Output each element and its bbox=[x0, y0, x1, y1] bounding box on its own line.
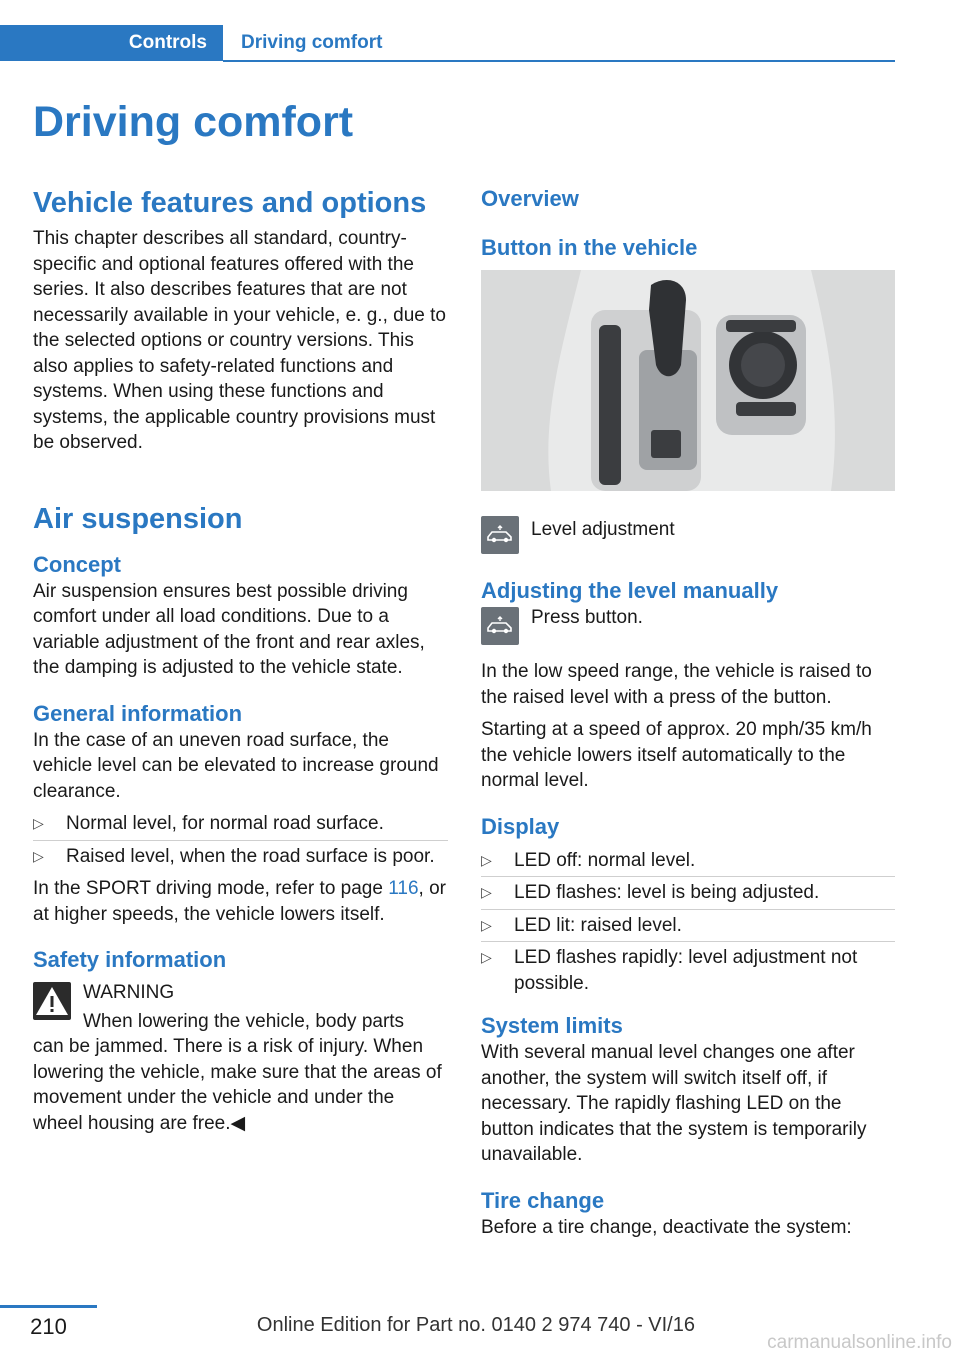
warning-text-lead: When lowering the vehicle, body parts bbox=[83, 1010, 405, 1032]
sport-mode-text: In the SPORT driving mode, refer to page 116, or at higher speeds, the vehicle lowers itself. bbox=[33, 878, 446, 925]
list-item: ▷ LED flashes: level is being adjusted. bbox=[481, 877, 895, 910]
tire-change-heading: Tire change bbox=[481, 1187, 605, 1213]
manual-level-heading: Adjusting the level manually bbox=[481, 578, 779, 603]
center-console-photo bbox=[481, 270, 895, 491]
triangle-bullet-icon: ▷ bbox=[33, 847, 44, 864]
warning-block bbox=[33, 980, 448, 1034]
page-number: 210 bbox=[30, 1314, 67, 1339]
low-speed-text: In the low speed range, the vehicle is raised to the raised level with a press of the button. bbox=[481, 661, 872, 708]
list-item: ▷ Raised level, when the road surface is poor. bbox=[33, 841, 448, 873]
tire-change-text: Before a tire change, deactivate the system: bbox=[481, 1216, 852, 1238]
watermark: carmanualsonline.info bbox=[767, 1332, 952, 1353]
page-link[interactable]: 116 bbox=[388, 878, 419, 899]
concept-heading: Concept bbox=[33, 551, 121, 577]
starting-speed-text: Starting at a speed of approx. 20 mph/35 km/h the vehicle lowers itself automatically to the normal level. bbox=[481, 719, 872, 791]
general-info-list bbox=[33, 808, 448, 872]
safety-info-heading: Safety information bbox=[33, 947, 227, 972]
display-heading: Display bbox=[481, 813, 560, 839]
level-adjustment-label: Level adjustment bbox=[531, 519, 675, 540]
header-section-tab: Controls bbox=[0, 25, 223, 61]
level-adjustment-row bbox=[481, 514, 895, 554]
list-item: ▷ LED off: normal level. bbox=[481, 845, 895, 878]
warning-triangle-icon bbox=[33, 982, 71, 1020]
warning-text-rest: can be jammed. There is a risk of injury. When lowering the vehicle, make sure that the areas of movement under the vehicle and under the wheel housing are free.◀ bbox=[33, 1036, 442, 1134]
car-level-icon bbox=[481, 607, 519, 645]
list-item: ▷ LED flashes rapidly: level adjustment not possible. bbox=[481, 947, 858, 994]
press-button-row bbox=[481, 605, 895, 645]
list-item: ▷ Normal level, for normal road surface. bbox=[33, 808, 448, 841]
system-limits-text: With several manual level changes one after another, the system will switch itself off, if necessary. The rapidly flashing LED on the button indicates that the system is temporarily unavailable. bbox=[481, 1042, 867, 1165]
triangle-bullet-icon: ▷ bbox=[481, 884, 492, 900]
edition-text: Online Edition for Part no. 0140 2 974 740 - VI/16 bbox=[256, 1314, 695, 1336]
warning-label: WARNING bbox=[83, 982, 175, 1003]
vehicle-features-heading: Vehicle features and options bbox=[33, 187, 427, 219]
button-in-vehicle-heading: Button in the vehicle bbox=[481, 235, 698, 260]
header-rule bbox=[223, 60, 895, 62]
overview-heading: Overview bbox=[481, 186, 579, 211]
triangle-bullet-icon: ▷ bbox=[481, 949, 492, 965]
left-column bbox=[33, 180, 448, 1136]
concept-text: Air suspension ensures best possible driving comfort under all load conditions. Due to a variable adjustment of the front and rear axles, the damping is adjusted to the vehicle state. bbox=[33, 580, 425, 678]
display-list bbox=[481, 845, 895, 1000]
system-limits-heading: System limits bbox=[481, 1013, 623, 1038]
vehicle-features-text: This chapter describes all standard, country-specific and optional features offered with the series. It also describes features that are not necessarily available in your vehicle, e. g., due to the selected options or country versions. This also applies to safety-related functions and systems. When using these functions and systems, the applicable country provisions must be observed. bbox=[33, 228, 446, 453]
general-info-heading: General information bbox=[33, 700, 243, 726]
footer-rule bbox=[0, 1305, 97, 1308]
triangle-bullet-icon: ▷ bbox=[481, 851, 492, 868]
triangle-bullet-icon: ▷ bbox=[481, 916, 492, 933]
page-title: Driving comfort bbox=[33, 98, 354, 146]
list-item: ▷ LED lit: raised level. bbox=[481, 910, 895, 943]
header-subsection: Driving comfort bbox=[241, 32, 383, 53]
right-column bbox=[481, 180, 895, 1240]
triangle-bullet-icon: ▷ bbox=[33, 815, 44, 831]
general-info-text: In the case of an uneven road surface, the vehicle level can be elevated to increase ground clearance. bbox=[33, 729, 439, 802]
air-suspension-heading: Air suspension bbox=[33, 502, 243, 535]
car-level-icon bbox=[481, 516, 519, 554]
press-button-text: Press button. bbox=[531, 607, 643, 628]
